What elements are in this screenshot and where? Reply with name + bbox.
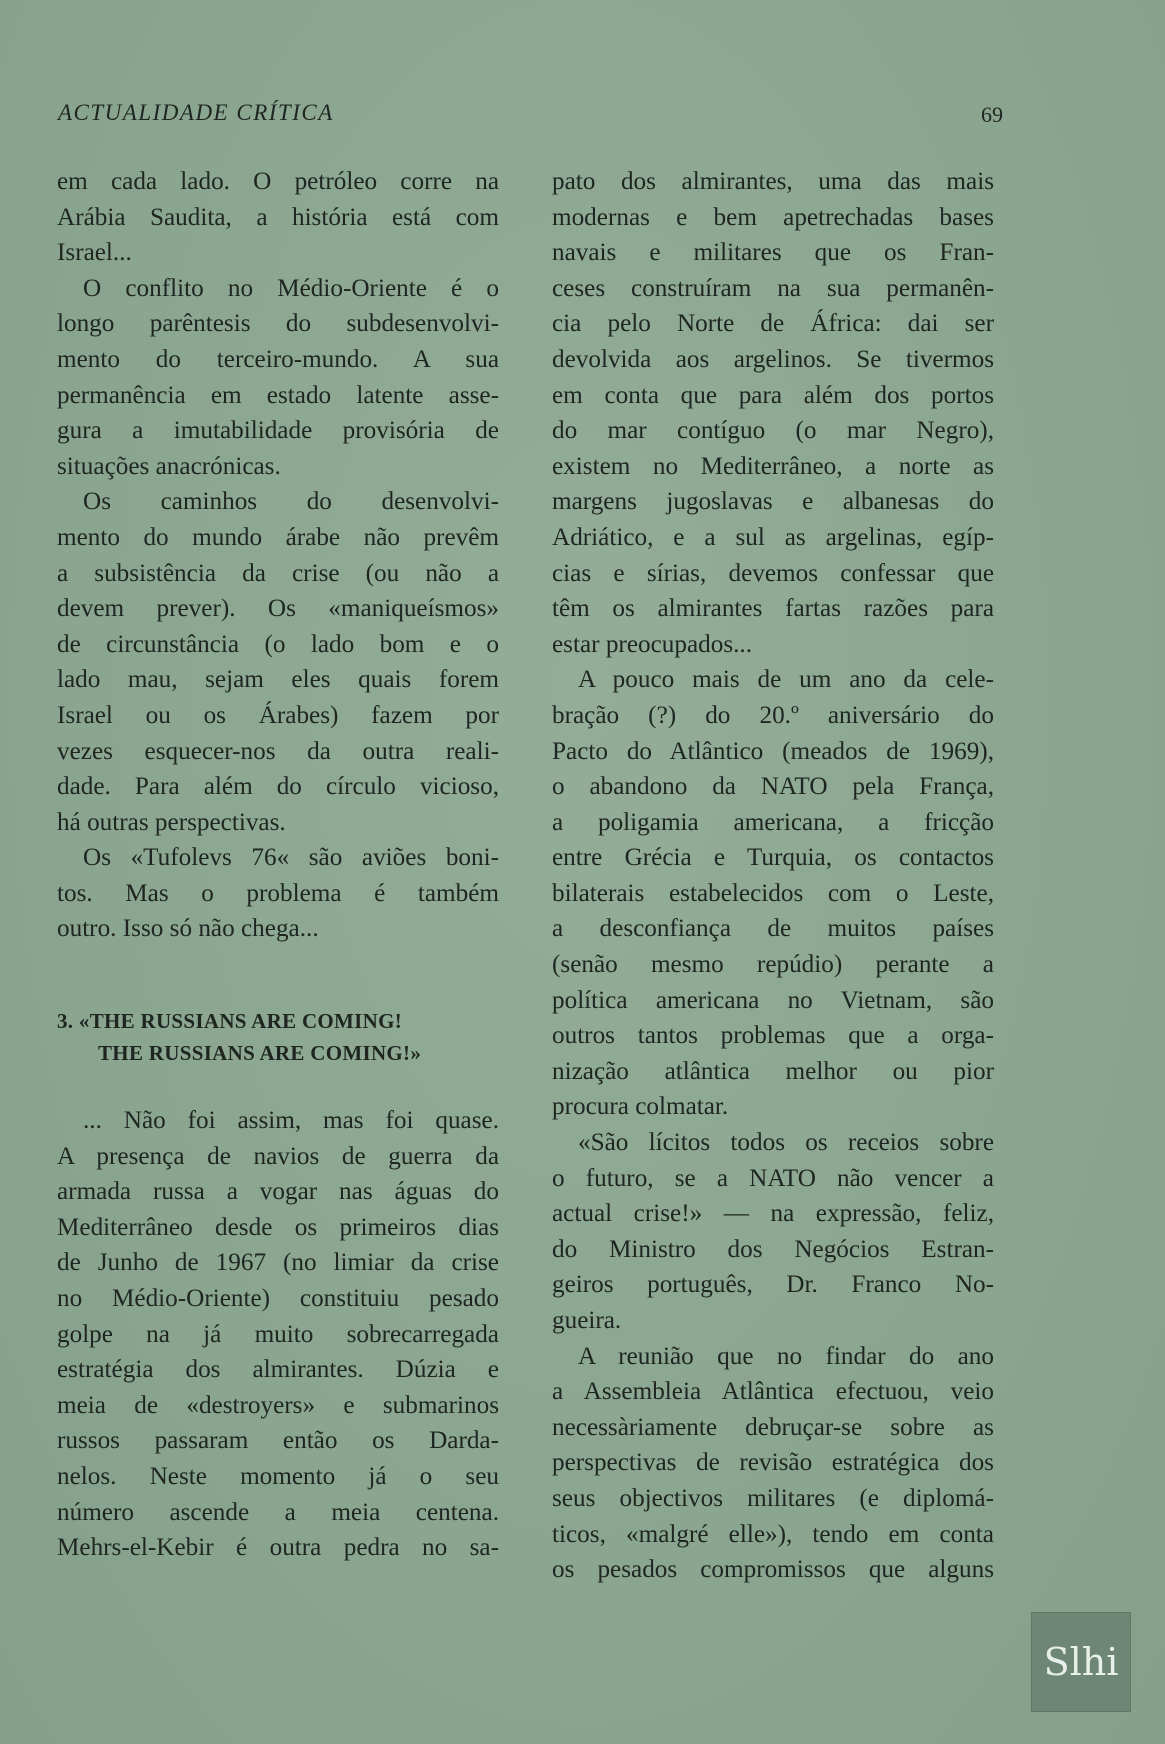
text-line: em conta que para além dos portos (552, 381, 994, 409)
text-line: os pesados compromissos que alguns (552, 1556, 994, 1584)
text-line: Pacto do Atlântico (meados de 1969), (552, 737, 994, 765)
paragraph (57, 484, 499, 840)
text-line: mento do mundo árabe não prevêm (57, 523, 499, 551)
text-line: russos passaram então os Darda- (57, 1427, 499, 1455)
text-line: entre Grécia e Turquia, os contactos (552, 844, 994, 872)
text-line: actual crise!» — na expressão, feliz, (552, 1200, 994, 1228)
paragraph (552, 662, 994, 1125)
text-line: Adriático, e a sul as argelinas, egíp- (552, 523, 994, 551)
text-line: meia de «destroyers» e submarinos (57, 1391, 499, 1419)
text-line: no Médio-Oriente) constituiu pesado (57, 1285, 499, 1313)
paragraph (552, 1339, 994, 1588)
text-line: do Ministro dos Negócios Estran- (552, 1235, 994, 1263)
section-heading (57, 1005, 499, 1069)
text-line: outro. Isso só não chega... (57, 915, 319, 943)
text-line: vezes esquecer-nos da outra reali- (57, 737, 499, 765)
text-line: A pouco mais de um ano da cele- (578, 666, 994, 694)
text-line: armada russa a vogar nas águas do (57, 1178, 499, 1206)
text-line: ceses construíram na sua permanên- (552, 274, 994, 302)
paragraph (57, 164, 499, 271)
text-line: permanência em estado latente asse- (57, 381, 499, 409)
text-line: navais e militares que os Fran- (552, 239, 994, 267)
text-line: bilaterais estabelecidos com o Leste, (552, 879, 994, 907)
text-line: Israel ou os Árabes) fazem por (57, 701, 499, 729)
page-number: 69 (981, 102, 1003, 127)
text-line: política americana no Vietnam, são (552, 986, 994, 1014)
text-line: há outras perspectivas. (57, 808, 286, 836)
spacer (57, 947, 499, 1005)
paragraph (57, 840, 499, 947)
text-line: o abandono da NATO pela França, (552, 773, 994, 801)
text-line: modernas e bem apetrechadas bases (552, 203, 994, 231)
text-line: devem prever). Os «maniqueísmos» (57, 595, 499, 623)
text-line: margens jugoslavas e albanesas do (552, 488, 994, 516)
text-line: O conflito no Médio-Oriente é o (83, 274, 499, 302)
text-line: bração (?) do 20.º aniversário do (552, 701, 994, 729)
text-line: nização atlântica melhor ou pior (552, 1057, 994, 1085)
text-line: ticos, «malgré elle»), tendo em conta (552, 1520, 994, 1548)
text-line: a subsistência da crise (ou não a (57, 559, 499, 587)
text-line: dade. Para além do círculo vicioso, (57, 773, 499, 801)
text-line: estar preocupados... (552, 630, 753, 658)
text-line: têm os almirantes fartas razões para (552, 595, 994, 623)
text-line: mento do terceiro-mundo. A sua (57, 345, 499, 373)
paragraph (57, 1103, 499, 1566)
text-line: estratégia dos almirantes. Dúzia e (57, 1356, 499, 1384)
text-line: cias e sírias, devemos confessar que (552, 559, 994, 587)
text-line: situações anacrónicas. (57, 452, 281, 480)
text-line: A reunião que no findar do ano (578, 1342, 994, 1370)
paragraph (57, 271, 499, 485)
text-line: perspectivas de revisão estratégica dos (552, 1449, 994, 1477)
text-line: seus objectivos militares (e diplomá- (552, 1484, 994, 1512)
text-line: de Junho de 1967 (no limiar da crise (57, 1249, 499, 1277)
text-line: tos. Mas o problema é também (57, 879, 499, 907)
text-line: pato dos almirantes, uma das mais (552, 168, 994, 195)
running-header-title: ACTUALIDADE CRÍTICA (58, 100, 334, 125)
right-column (552, 164, 994, 1588)
text-line: Israel... (57, 239, 132, 267)
text-line: nelos. Neste momento já o seu (57, 1463, 499, 1490)
text-line: outros tantos problemas que a orga- (552, 1022, 994, 1050)
text-line: procura colmatar. (552, 1093, 729, 1121)
text-line: a desconfiança de muitos países (552, 915, 994, 943)
text-line: o futuro, se a NATO não vencer a (552, 1164, 994, 1192)
heading-line: THE RUSSIANS ARE COMING!» (98, 1041, 422, 1066)
text-line: do mar contíguo (o mar Negro), (552, 417, 994, 445)
text-line: cia pelo Norte de África: dai ser (552, 310, 994, 338)
text-line: existem no Mediterrâneo, a norte as (552, 452, 994, 480)
text-line: gura a imutabilidade provisória de (57, 417, 499, 445)
text-line: número ascende a meia centena. (57, 1498, 499, 1526)
text-line: a Assembleia Atlântica efectuou, veio (552, 1378, 994, 1406)
text-line: longo parêntesis do subdesenvolvi- (57, 310, 499, 338)
text-line: geiros português, Dr. Franco No- (552, 1271, 994, 1299)
text-line: A presença de navios de guerra da (57, 1142, 499, 1170)
text-line: Arábia Saudita, a história está com (57, 203, 499, 231)
text-line: (senão mesmo repúdio) perante a (552, 951, 994, 979)
text-line: golpe na já muito sobrecarregada (57, 1320, 499, 1348)
text-line: devolvida aos argelinos. Se tivermos (552, 345, 994, 373)
heading-line: 3. «THE RUSSIANS ARE COMING! (57, 1009, 403, 1034)
text-line: de circunstância (o lado bom e o (57, 630, 499, 658)
text-line: em cada lado. O petróleo corre na (57, 168, 499, 195)
text-line: a poligamia americana, a fricção (552, 808, 994, 836)
text-line: Os caminhos do desenvolvi- (83, 488, 499, 516)
left-column (57, 164, 499, 1566)
text-line: Os «Tufolevs 76« são aviões boni- (83, 844, 499, 872)
text-line: ... Não foi assim, mas foi quase. (83, 1107, 499, 1135)
text-line: Mehrs-el-Kebir é outra pedra no sa- (57, 1534, 499, 1562)
spacer (57, 1069, 499, 1103)
text-line: necessàriamente debruçar-se sobre as (552, 1413, 994, 1441)
library-logo: Slhi (1031, 1612, 1131, 1712)
paragraph (552, 164, 994, 662)
text-line: gueira. (552, 1307, 622, 1334)
text-line: «São lícitos todos os receios sobre (578, 1129, 994, 1157)
text-line: Mediterrâneo desde os primeiros dias (57, 1213, 499, 1241)
text-line: lado mau, sejam eles quais forem (57, 666, 499, 694)
paragraph (552, 1125, 994, 1339)
